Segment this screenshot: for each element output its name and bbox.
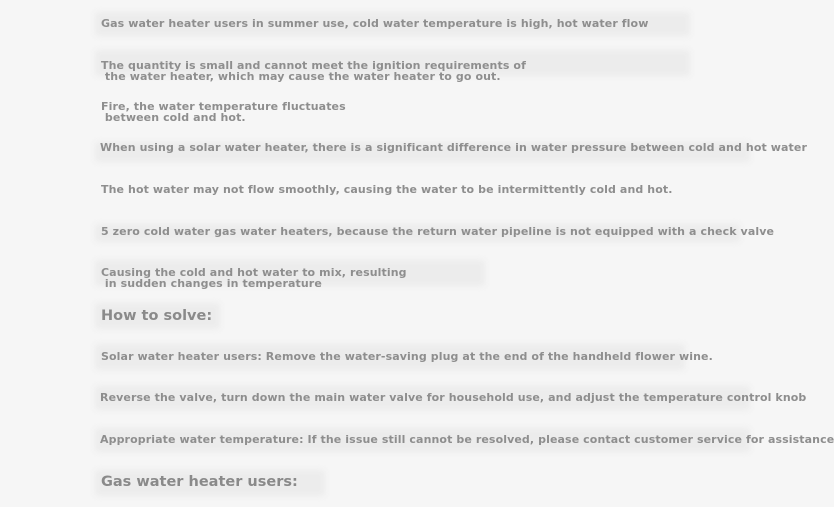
paragraph-line: Causing the cold and hot water to mix, resulting <box>101 266 407 279</box>
gas-heading: Gas water heater users: <box>101 474 298 490</box>
paragraph-line: Gas water heater users in summer use, cold water temperature is high, hot water flow <box>101 17 649 30</box>
solution-line: Reverse the valve, turn down the main water valve for household use, and adjust the temperature control knob <box>100 391 807 404</box>
paragraph-line: 5 zero cold water gas water heaters, because the return water pipeline is not equipped with a check valve <box>101 225 775 238</box>
paragraph-line: in sudden changes in temperature <box>101 277 322 290</box>
solve-heading: How to solve: <box>101 308 213 324</box>
paragraph-line: The quantity is small and cannot meet the ignition requirements of <box>101 59 526 72</box>
paragraph-line: Fire, the water temperature fluctuates <box>101 100 346 113</box>
paragraph-line: the water heater, which may cause the water heater to go out. <box>101 70 501 83</box>
solution-line: Solar water heater users: Remove the water-saving plug at the end of the handheld flower wine. <box>101 350 713 363</box>
paragraph-line: The hot water may not flow smoothly, causing the water to be intermittently cold and hot. <box>101 183 673 196</box>
solution-line: Appropriate water temperature: If the issue still cannot be resolved, please contact customer service for assistance <box>100 433 834 446</box>
paragraph-line: between cold and hot. <box>101 111 246 124</box>
paragraph-line: When using a solar water heater, there is a significant difference in water pressure between cold and hot water <box>100 141 807 154</box>
